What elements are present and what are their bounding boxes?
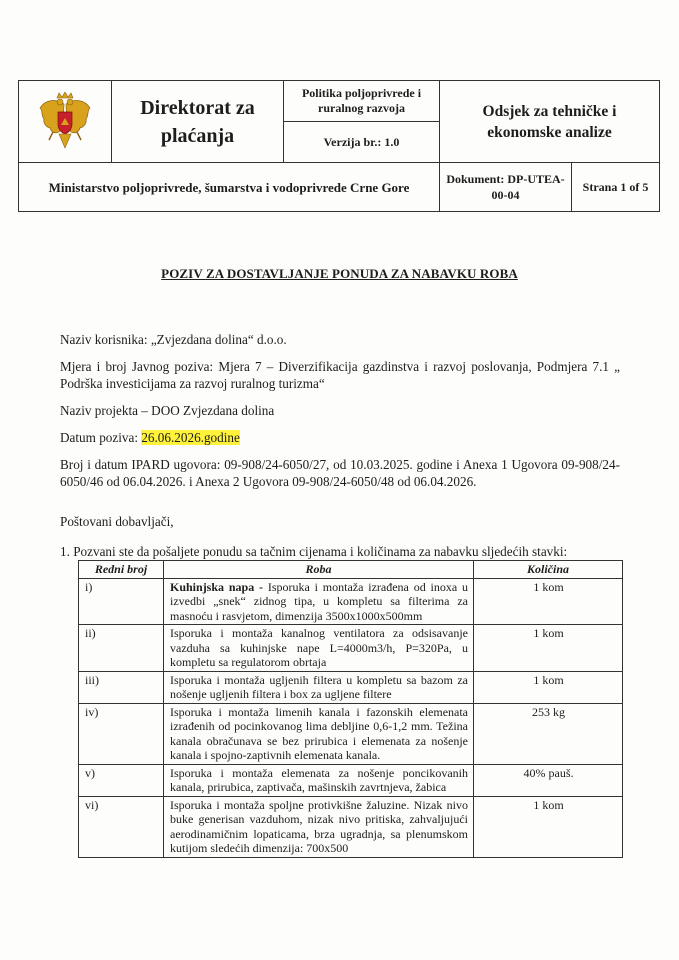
document-code: Dokument: DP-UTEA-00-04: [440, 163, 572, 211]
table-row: [79, 796, 623, 857]
row-description: Isporuka i montaža ugljenih filtera u kompletu sa bazom za nošenje ugljenih filtera i box za ugljene filtere: [164, 671, 474, 703]
row-number: vi): [79, 796, 164, 857]
beneficiary-line: Naziv korisnika: „Zvjezdana dolina“ d.o.o.: [60, 332, 287, 347]
table-header-row: [79, 561, 623, 579]
header-goods: Roba: [164, 561, 474, 579]
row-number: v): [79, 764, 164, 796]
row-number: iv): [79, 703, 164, 764]
ministry-name: Ministarstvo poljoprivrede, šumarstva i vodoprivrede Crne Gore: [19, 163, 440, 211]
row-quantity: 1 kom: [474, 796, 623, 857]
header-no: Redni broj: [79, 561, 164, 579]
date-label: Datum poziva:: [60, 430, 142, 445]
row-quantity: 1 kom: [474, 625, 623, 672]
project-line: Naziv projekta – DOO Zvjezdana dolina: [60, 403, 275, 418]
row-description: Isporuka i montaža spoljne protivkišne žaluzine. Nizak nivo buke generisan vazduhom, nizak nivo pritiska, zahvaljujući aerodinamičnim lopaticama, brza ugradnja, sa plenumskom kutijom sledećih dimenzija: 700x500: [164, 796, 474, 857]
date-value-highlighted: 26.06.2026.godine: [141, 430, 240, 445]
table-row: [79, 764, 623, 796]
table-row: [79, 703, 623, 764]
date-line: [60, 429, 620, 446]
directorate-name: Direktorat za plaćanja: [112, 81, 284, 163]
row-quantity: 253 kg: [474, 703, 623, 764]
row-quantity: 1 kom: [474, 578, 623, 625]
row-number: iii): [79, 671, 164, 703]
row-quantity: 40% pauš.: [474, 764, 623, 796]
header-qty: Količina: [474, 561, 623, 579]
table-row: [79, 625, 623, 672]
row-number: ii): [79, 625, 164, 672]
logo-cell: [19, 81, 112, 163]
contract-line: Broj i datum IPARD ugovora: 09-908/24-6050/27, od 10.03.2025. godine i Anexa 1 Ugovora 09-908/24-6050/46 od 06.04.2026. i Anexa 2 Ugovora 09-908/24-6050/48 od 06.04.2026.: [60, 457, 620, 489]
page-number: Strana 1 of 5: [582, 179, 649, 194]
row-description: [164, 578, 474, 625]
measure-line: Mjera i broj Javnog poziva: Mjera 7 – Diverzifikacija gazdinstva i razvoj poslovanja, Podmjera 7.1 „ Podrška investicijama za razvoj ruralnog turizma“: [60, 359, 620, 391]
list-intro: 1. Pozvani ste da pošaljete ponudu sa tačnim cijenama i količinama za nabavku sljedećih stavki:: [60, 544, 568, 559]
table-row: [79, 578, 623, 625]
version-label: Verzija br.: 1.0: [284, 122, 440, 163]
department-name: Odsjek za tehničke i ekonomske analize: [440, 81, 659, 163]
row-description-text: Isporuka i montaža izrađena od inoxa u izvedbi „snek“ zidnog tipa, u kompletu sa filterima za masnoću i rasvjetom, dimenzija 3500x1000x500mm: [170, 579, 468, 623]
row-number: i): [79, 578, 164, 625]
row-description: Isporuka i montaža limenih kanala i fazonskih elemenata izrađenih od pocinkovanog lima debljine 0,6-1,2 mm. Težina kanala obračunava se bez prirubica i elemenata za nošenje kanala i spojno-zaptivnih elemenata kanala.: [164, 703, 474, 764]
policy-label: Politika poljoprivrede i ruralnog razvoja: [284, 81, 440, 122]
items-table: [78, 560, 623, 858]
row-item-name: Kuhinjska napa -: [170, 579, 268, 594]
table-row: [79, 671, 623, 703]
header-table: [18, 80, 660, 212]
greeting: Poštovani dobavljači,: [60, 514, 174, 529]
coat-of-arms-icon: [37, 92, 93, 152]
row-description: Isporuka i montaža elemenata za nošenje poncikovanih kanala, prirubica, zaptivača, mašinskih zavrtnjeva, žabica: [164, 764, 474, 796]
document-title: POZIV ZA DOSTAVLJANJE PONUDA ZA NABAVKU ROBA: [161, 266, 518, 281]
row-description: Isporuka i montaža kanalnog ventilatora za odsisavanje vazduha sa kuhinjske nape L=4000m3/h, P=320Pa, u kompletu sa regulatorom obrtaja: [164, 625, 474, 672]
row-quantity: 1 kom: [474, 671, 623, 703]
